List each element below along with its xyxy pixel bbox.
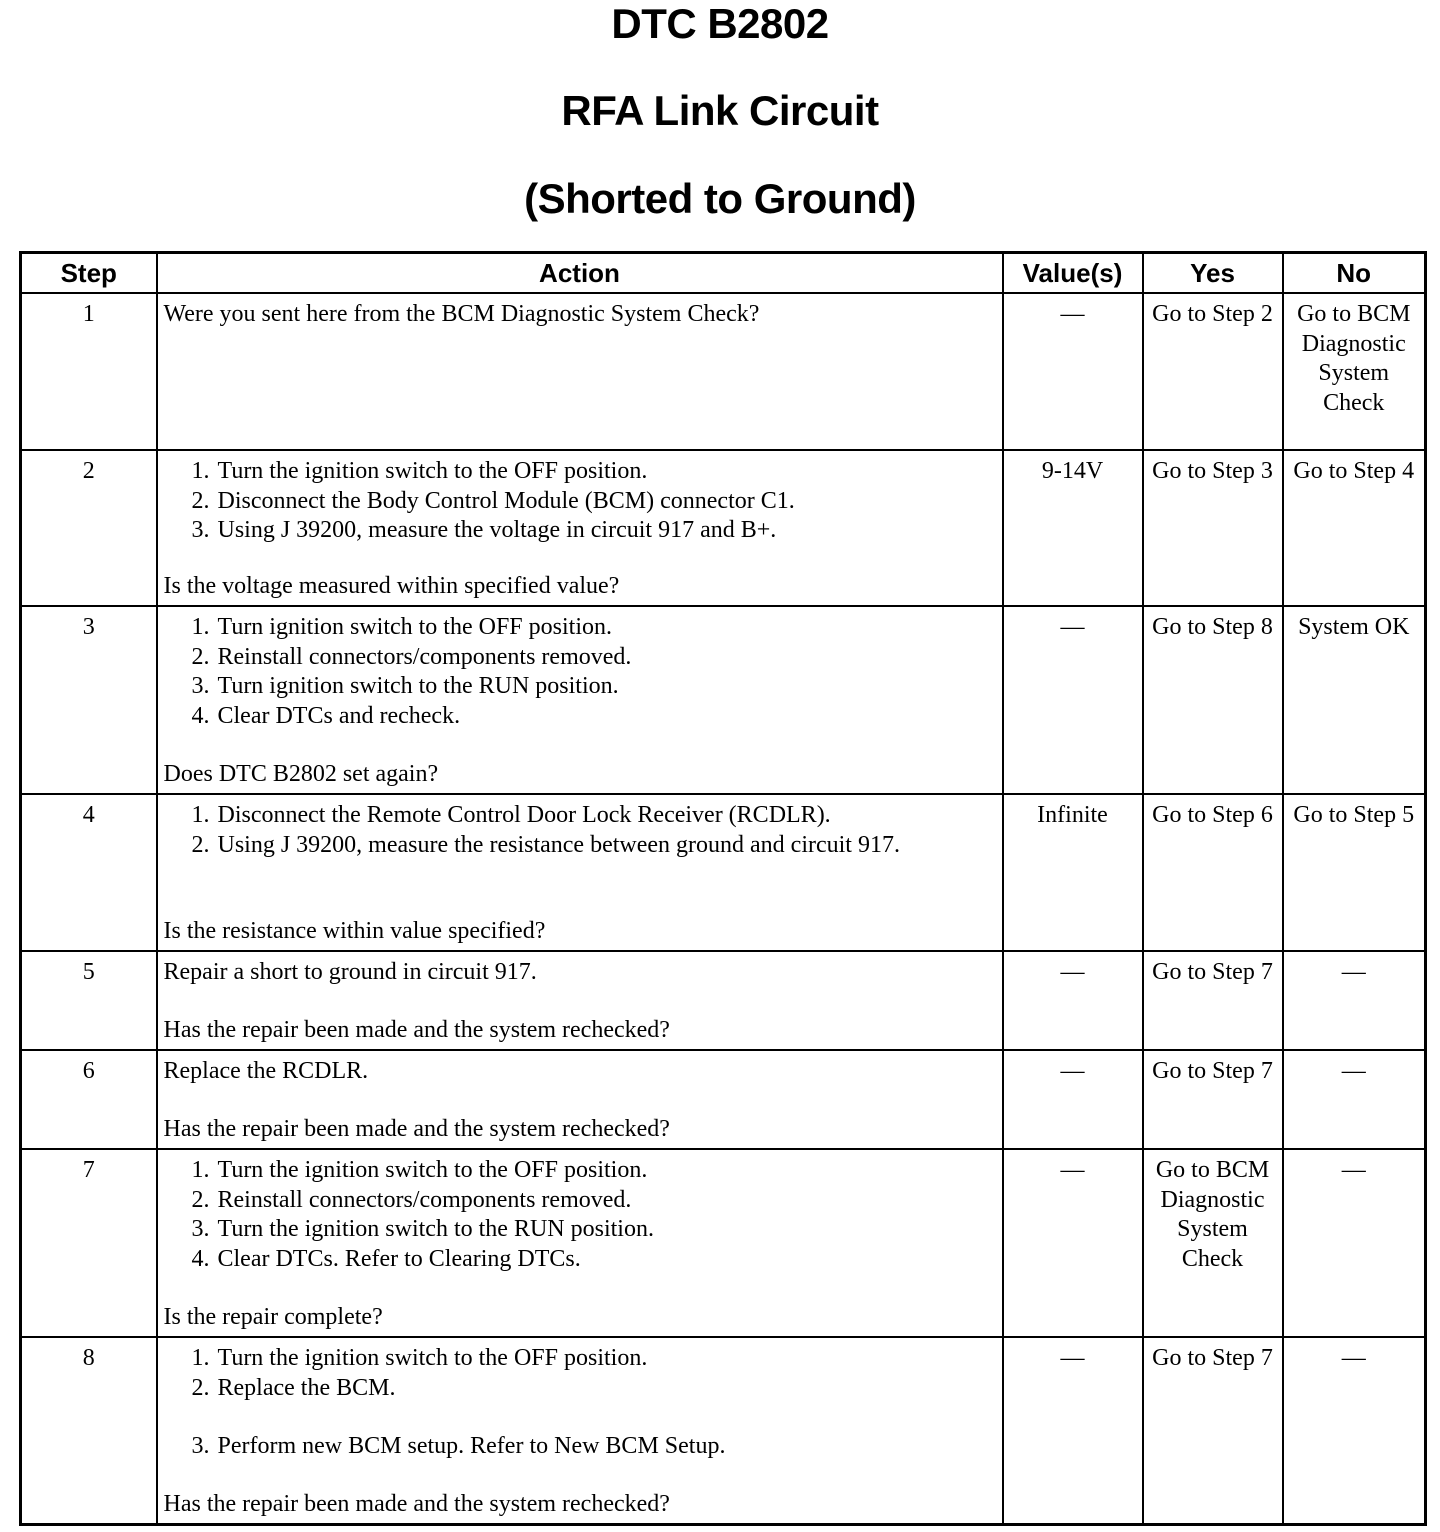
yes-result: Go to Step 7 [1143, 1050, 1283, 1149]
value-cell: — [1003, 1149, 1143, 1337]
action-step: 2. Reinstall connectors/components removed. [216, 643, 996, 673]
value-cell: 9-14V [1003, 450, 1143, 606]
column-header-yes: Yes [1143, 253, 1283, 294]
value-cell: Infinite [1003, 794, 1143, 951]
action-steps-list [164, 613, 996, 731]
action-step: 1. Turn the ignition switch to the OFF position. [216, 1344, 996, 1374]
step-number: 4 [21, 794, 157, 951]
action-steps-list [164, 457, 996, 546]
table-row [21, 1050, 1426, 1149]
page-title: DTC B2802 [611, 0, 829, 47]
yes-result: Go to Step 3 [1143, 450, 1283, 606]
action-step: 1. Turn the ignition switch to the OFF position. [216, 1156, 996, 1186]
action-cell [157, 450, 1003, 606]
action-content [164, 958, 996, 1045]
no-result: System OK [1283, 606, 1426, 794]
action-instructions [164, 1344, 996, 1462]
action-step: 2. Reinstall connectors/components removed. [216, 1186, 996, 1216]
action-steps-list [164, 801, 996, 860]
step-number: 7 [21, 1149, 157, 1337]
yes-result: Go to Step 2 [1143, 293, 1283, 450]
action-step: 2. Replace the BCM. [216, 1374, 996, 1404]
action-cell [157, 293, 1003, 450]
action-cell [157, 951, 1003, 1050]
action-instructions [164, 801, 996, 860]
no-result: Go to Step 5 [1283, 794, 1426, 951]
no-result: — [1283, 951, 1426, 1050]
step-number: 8 [21, 1337, 157, 1525]
yes-result: Go to Step 7 [1143, 951, 1283, 1050]
action-cell [157, 1149, 1003, 1337]
action-step: 4. Clear DTCs and recheck. [216, 702, 996, 732]
step-number: 6 [21, 1050, 157, 1149]
no-result: — [1283, 1337, 1426, 1525]
action-cell [157, 606, 1003, 794]
action-step: 1. Turn ignition switch to the OFF position. [216, 613, 996, 643]
action-content [164, 1156, 996, 1332]
table-row [21, 1337, 1426, 1525]
action-cell [157, 1050, 1003, 1149]
page-subtitle: RFA Link Circuit [561, 87, 879, 134]
action-step: 1. Disconnect the Remote Control Door Lock Receiver (RCDLR). [216, 801, 996, 831]
yes-result: Go to Step 7 [1143, 1337, 1283, 1525]
action-content [164, 300, 996, 445]
value-cell: — [1003, 293, 1143, 450]
value-cell: — [1003, 951, 1143, 1050]
action-question: Does DTC B2802 set again? [163, 760, 439, 787]
value-cell: — [1003, 606, 1143, 794]
step-number: 3 [21, 606, 157, 794]
action-question: Is the resistance within value specified? [163, 917, 546, 944]
action-intro: Replace the RCDLR. [163, 1058, 369, 1084]
action-instructions [164, 1156, 996, 1274]
table-row [21, 293, 1426, 450]
column-header-values: Value(s) [1003, 253, 1143, 294]
action-content [164, 1344, 996, 1519]
action-steps-list [164, 1344, 996, 1462]
action-cell [157, 794, 1003, 951]
action-cell [157, 1337, 1003, 1525]
step-number: 5 [21, 951, 157, 1050]
action-content [164, 1057, 996, 1144]
action-step: 2. Using J 39200, measure the resistance between ground and circuit 917. [216, 831, 996, 861]
action-step: 3. Perform new BCM setup. Refer to New BCM Setup. [216, 1432, 996, 1462]
action-instructions [164, 613, 996, 731]
column-header-action: Action [157, 253, 1003, 294]
action-question: Is the voltage measured within specified value? [163, 572, 620, 599]
yes-result: Go to Step 6 [1143, 794, 1283, 951]
action-question: Has the repair been made and the system rechecked? [163, 1016, 670, 1043]
diagnostic-table [19, 251, 1427, 1526]
no-result: Go to BCM Diagnostic System Check [1283, 293, 1426, 450]
action-step: 4. Clear DTCs. Refer to Clearing DTCs. [216, 1245, 996, 1275]
action-content [164, 801, 996, 946]
no-result: — [1283, 1149, 1426, 1337]
action-question: Is the repair complete? [163, 1303, 383, 1330]
page-subtitle-condition: (Shorted to Ground) [524, 175, 916, 222]
value-cell: — [1003, 1050, 1143, 1149]
action-content [164, 457, 996, 601]
value-cell: — [1003, 1337, 1143, 1525]
column-header-no: No [1283, 253, 1426, 294]
table-row [21, 1149, 1426, 1337]
table-body [21, 293, 1426, 1525]
action-step: 3. Using J 39200, measure the voltage in circuit 917 and B+. [216, 516, 996, 546]
action-step: 1. Turn the ignition switch to the OFF position. [216, 457, 996, 487]
action-step: 3. Turn the ignition switch to the RUN position. [216, 1215, 996, 1245]
action-instructions [164, 1057, 996, 1087]
action-instructions [164, 958, 996, 988]
table-row [21, 794, 1426, 951]
action-intro: Repair a short to ground in circuit 917. [163, 959, 537, 985]
no-result: — [1283, 1050, 1426, 1149]
action-steps-list [164, 1156, 996, 1274]
action-step: 3. Turn ignition switch to the RUN position. [216, 672, 996, 702]
no-result: Go to Step 4 [1283, 450, 1426, 606]
action-question: Has the repair been made and the system rechecked? [163, 1115, 670, 1142]
yes-result: Go to BCM Diagnostic System Check [1143, 1149, 1283, 1337]
table-row [21, 450, 1426, 606]
action-intro: Were you sent here from the BCM Diagnostic System Check? [163, 301, 760, 327]
table-row [21, 606, 1426, 794]
table-row [21, 951, 1426, 1050]
action-instructions [164, 300, 996, 330]
column-header-step: Step [21, 253, 157, 294]
step-number: 2 [21, 450, 157, 606]
step-number: 1 [21, 293, 157, 450]
action-step: 2. Disconnect the Body Control Module (BCM) connector C1. [216, 487, 996, 517]
action-content [164, 613, 996, 789]
action-instructions [164, 457, 996, 546]
action-question: Has the repair been made and the system rechecked? [163, 1490, 670, 1517]
table-header-row [21, 253, 1426, 294]
yes-result: Go to Step 8 [1143, 606, 1283, 794]
